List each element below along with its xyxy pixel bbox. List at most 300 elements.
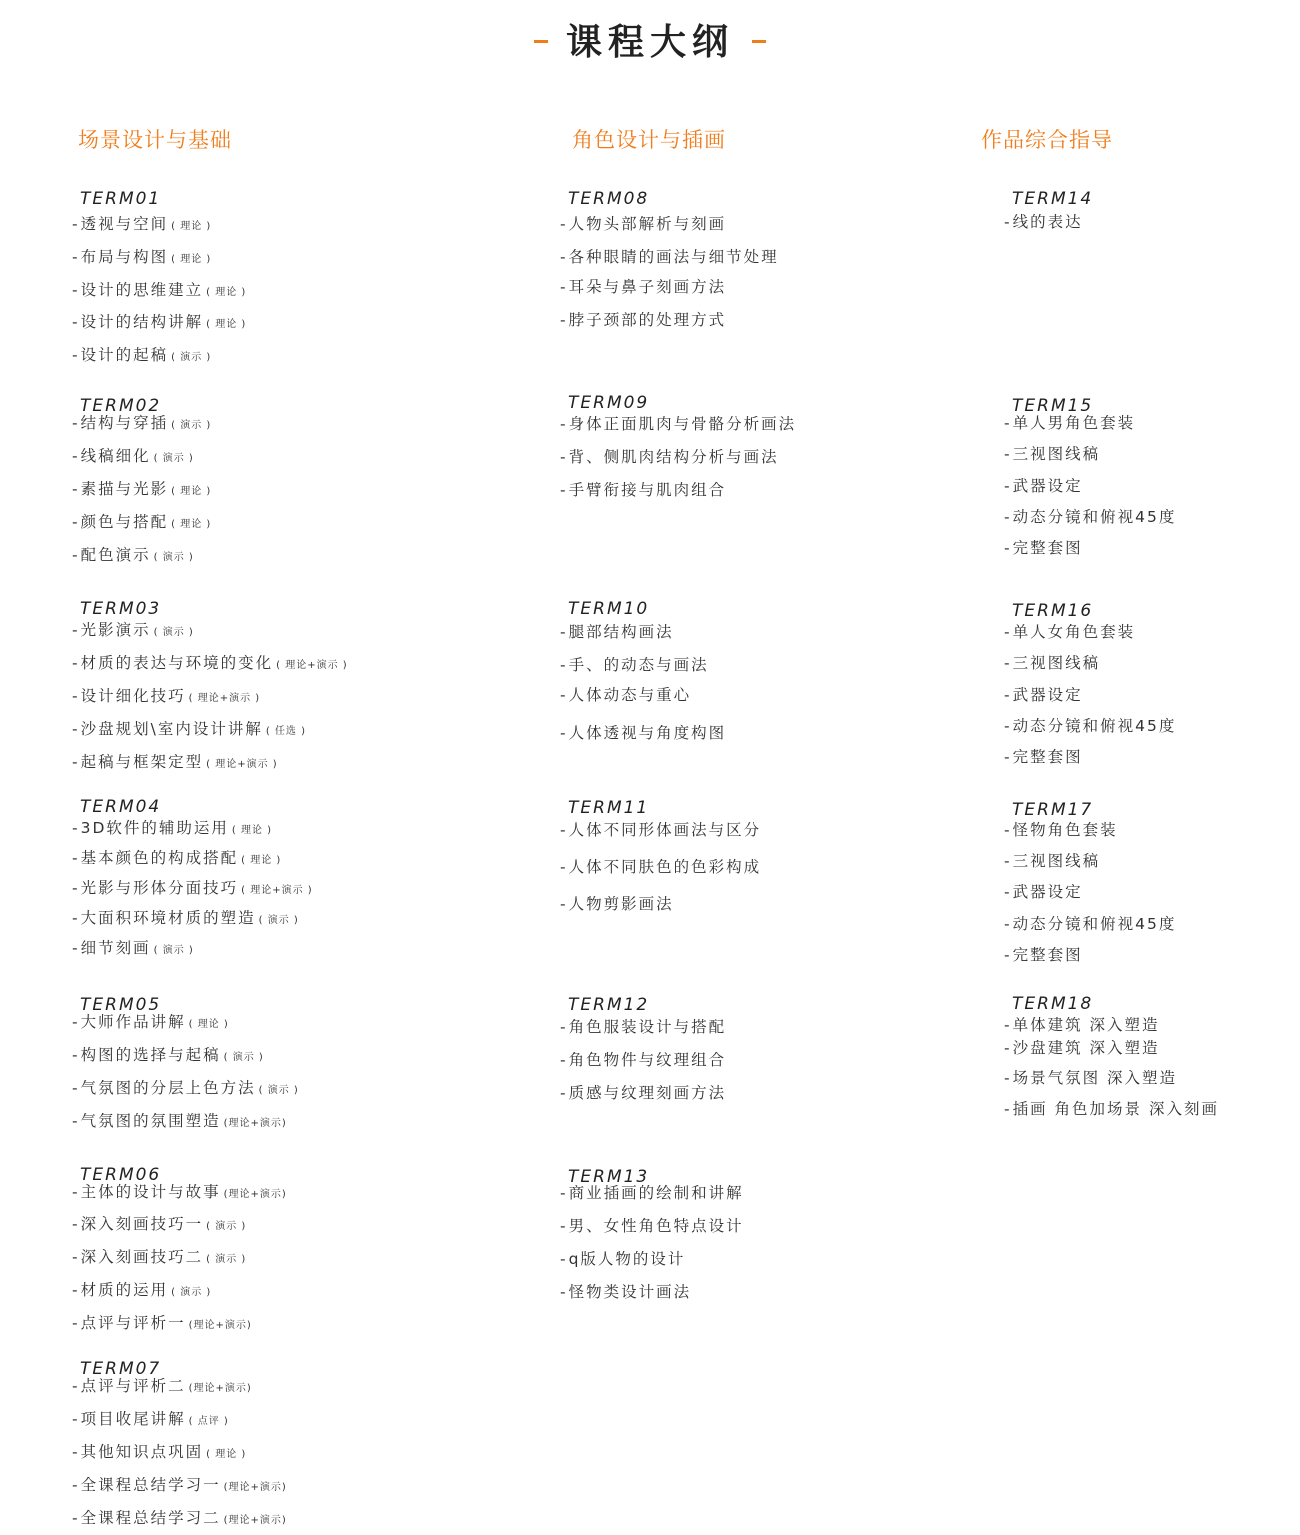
item-note: ( 演示 ): [171, 420, 212, 431]
item-text: 耳朵与鼻子刻画方法: [568, 278, 727, 296]
item-text: 主体的设计与故事: [80, 1183, 221, 1201]
term-code: TERM18: [1012, 994, 1094, 1014]
item-note: ( 理论 ): [206, 287, 247, 298]
term-code: TERM08: [568, 189, 650, 209]
item-dash: -: [560, 1084, 568, 1102]
item-text: 颜色与搭配: [80, 513, 169, 531]
item-dash: -: [1004, 717, 1012, 735]
item-dash: -: [1004, 1100, 1012, 1118]
list-item: [560, 247, 779, 267]
term-code: TERM11: [568, 798, 650, 818]
item-text: 人体动态与重心: [568, 686, 692, 704]
term-block: [72, 796, 313, 957]
item-note: ( 理论+演示 ): [276, 660, 348, 671]
list-item: [560, 310, 726, 330]
item-dash: -: [560, 1184, 568, 1202]
list-item: [1004, 1015, 1160, 1035]
item-dash: -: [560, 1283, 568, 1301]
item-text: 3D软件的辅助运用: [80, 819, 229, 837]
item-text: 设计的思维建立: [80, 281, 204, 299]
item-dash: -: [560, 1051, 568, 1069]
item-dash: -: [560, 448, 568, 466]
item-text: 完整套图: [1012, 946, 1083, 964]
item-dash: -: [560, 686, 568, 704]
item-dash: -: [72, 1046, 80, 1064]
term-block: [560, 994, 727, 1102]
item-note: ( 理论 ): [188, 1019, 229, 1030]
list-item: [1004, 716, 1176, 736]
list-item: [72, 686, 260, 709]
item-note: ( 演示 ): [153, 552, 194, 563]
item-text: 男、女性角色特点设计: [568, 1217, 744, 1235]
item-dash: -: [1004, 883, 1012, 901]
title-dash-right: [752, 40, 766, 43]
list-item: [560, 214, 726, 234]
list-item: [560, 1216, 744, 1236]
item-dash: -: [560, 248, 568, 266]
term-block: [560, 1166, 744, 1301]
item-text: 气氛图的分层上色方法: [80, 1079, 256, 1097]
item-note: (理论+演示): [223, 1482, 287, 1493]
item-text: 三视图线稿: [1012, 445, 1101, 463]
item-note: ( 演示 ): [171, 1287, 212, 1298]
page-title-text: 课程大纲: [565, 22, 734, 63]
list-item: [560, 655, 709, 675]
item-text: 单人女角色套装: [1012, 623, 1136, 641]
list-item: [72, 848, 281, 871]
item-dash: -: [72, 248, 80, 266]
list-item: [560, 1050, 726, 1070]
item-dash: -: [72, 1215, 80, 1233]
term-code: TERM03: [80, 599, 162, 619]
item-text: 起稿与框架定型: [80, 753, 204, 771]
list-item: [560, 723, 726, 743]
item-dash: -: [560, 1217, 568, 1235]
list-item: [72, 1111, 287, 1134]
item-text: 单体建筑 深入塑造: [1012, 1016, 1160, 1034]
list-item: [1004, 622, 1135, 642]
term-block: [1004, 188, 1094, 231]
item-dash: -: [1004, 946, 1012, 964]
term-code: TERM01: [80, 189, 162, 209]
list-item: [560, 1249, 685, 1269]
item-text: 材质的运用: [80, 1281, 169, 1299]
column-title: 场景设计与基础: [78, 128, 232, 152]
item-text: 完整套图: [1012, 748, 1083, 766]
list-item: [1004, 945, 1083, 965]
item-dash: -: [560, 415, 568, 433]
item-note: ( 任选 ): [265, 726, 306, 737]
list-item: [72, 1508, 287, 1531]
item-text: 配色演示: [80, 546, 151, 564]
item-dash: -: [560, 821, 568, 839]
term-code: TERM12: [568, 995, 650, 1015]
term-block: [1004, 600, 1177, 766]
item-note: ( 演示 ): [206, 1221, 247, 1232]
item-dash: -: [72, 313, 80, 331]
list-item: [72, 413, 211, 436]
term-code: TERM10: [568, 599, 650, 619]
list-item: [72, 345, 211, 368]
item-text: 人物头部解析与刻画: [568, 215, 727, 233]
item-text: 商业插画的绘制和讲解: [568, 1184, 744, 1202]
list-item: [1004, 212, 1083, 232]
item-note: ( 演示 ): [171, 352, 212, 363]
term-block: [72, 994, 299, 1130]
list-item: [1004, 538, 1083, 558]
item-text: 透视与空间: [80, 215, 169, 233]
item-text: 怪物角色套装: [1012, 821, 1118, 839]
item-dash: -: [72, 447, 80, 465]
item-text: 项目收尾讲解: [80, 1410, 186, 1428]
item-dash: -: [560, 481, 568, 499]
item-text: 人体透视与角度构图: [568, 724, 727, 742]
item-text: 角色物件与纹理组合: [568, 1051, 727, 1069]
item-dash: -: [72, 1281, 80, 1299]
item-text: 大面积环境材质的塑造: [80, 909, 256, 927]
item-dash: -: [1004, 539, 1012, 557]
term-block: [560, 797, 762, 913]
item-text: 完整套图: [1012, 539, 1083, 557]
list-item: [1004, 1099, 1219, 1119]
item-text: 单人男角色套装: [1012, 414, 1136, 432]
item-dash: -: [72, 215, 80, 233]
item-note: ( 演示 ): [206, 1254, 247, 1265]
item-dash: -: [72, 1377, 80, 1395]
item-dash: -: [1004, 414, 1012, 432]
item-dash: -: [560, 1018, 568, 1036]
item-note: (理论+演示): [223, 1189, 287, 1200]
item-text: 线的表达: [1012, 213, 1083, 231]
list-item: [72, 1045, 264, 1068]
item-dash: -: [560, 895, 568, 913]
list-item: [72, 214, 211, 237]
list-item: [560, 1282, 691, 1302]
item-dash: -: [72, 1248, 80, 1266]
item-note: ( 演示 ): [153, 453, 194, 464]
item-note: ( 理论+演示 ): [206, 759, 278, 770]
column-title: 角色设计与插画: [572, 128, 726, 152]
term-block: [560, 392, 797, 499]
item-text: 光影演示: [80, 621, 151, 639]
item-dash: -: [1004, 748, 1012, 766]
item-text: 深入刻画技巧一: [80, 1215, 204, 1233]
item-dash: -: [72, 1183, 80, 1201]
item-text: 细节刻画: [80, 939, 151, 957]
item-dash: -: [1004, 213, 1012, 231]
item-dash: -: [1004, 852, 1012, 870]
item-text: 场景气氛图 深入塑造: [1012, 1069, 1178, 1087]
item-note: (理论+演示): [223, 1515, 287, 1526]
item-dash: -: [1004, 1069, 1012, 1087]
item-note: ( 理论 ): [171, 254, 212, 265]
item-text: 线稿细化: [80, 447, 151, 465]
list-item: [72, 620, 194, 643]
term-code: TERM09: [568, 393, 650, 413]
list-item: [72, 1475, 287, 1498]
list-item: [1004, 476, 1083, 496]
item-note: ( 理论+演示 ): [241, 885, 313, 896]
item-text: 动态分镜和俯视45度: [1012, 717, 1177, 735]
list-item: [72, 446, 194, 469]
term-block: [1004, 395, 1177, 557]
list-item: [72, 908, 299, 931]
term-code: TERM17: [1012, 800, 1094, 820]
item-dash: -: [560, 278, 568, 296]
item-text: 武器设定: [1012, 883, 1083, 901]
item-text: 手、的动态与画法: [568, 656, 709, 674]
item-dash: -: [72, 546, 80, 564]
term-code: TERM06: [80, 1165, 162, 1185]
list-item: [560, 820, 761, 840]
item-text: 身体正面肌肉与骨骼分析画法: [568, 415, 797, 433]
list-item: [1004, 747, 1083, 767]
list-item: [560, 414, 796, 434]
item-dash: -: [1004, 654, 1012, 672]
item-dash: -: [560, 1250, 568, 1268]
item-note: ( 理论 ): [231, 825, 273, 836]
item-dash: -: [72, 819, 80, 837]
item-text: 武器设定: [1012, 477, 1083, 495]
term-block: [72, 395, 212, 564]
item-note: ( 理论 ): [171, 221, 212, 232]
item-dash: -: [1004, 686, 1012, 704]
item-dash: -: [72, 1443, 80, 1461]
column-title: 作品综合指导: [981, 128, 1113, 152]
item-note: ( 演示 ): [258, 1085, 299, 1096]
item-note: ( 点评 ): [188, 1416, 229, 1427]
item-note: ( 理论 ): [241, 855, 282, 866]
list-item: [1004, 1068, 1177, 1088]
term-block: [72, 1358, 287, 1527]
item-dash: -: [560, 858, 568, 876]
list-item: [72, 878, 313, 901]
item-text: 插画 角色加场景 深入刻画: [1012, 1100, 1219, 1118]
term-block: [72, 598, 348, 771]
item-text: 武器设定: [1012, 686, 1083, 704]
item-text: 各种眼睛的画法与细节处理: [568, 248, 779, 266]
list-item: [72, 1442, 246, 1465]
item-text: 结构与穿插: [80, 414, 169, 432]
list-item: [1004, 851, 1100, 871]
item-text: 设计细化技巧: [80, 687, 186, 705]
list-item: [72, 1313, 252, 1336]
list-item: [1004, 507, 1176, 527]
item-text: 其他知识点巩固: [80, 1443, 204, 1461]
list-item: [72, 1078, 299, 1101]
item-dash: -: [72, 1112, 80, 1130]
term-block: [72, 188, 247, 364]
item-dash: -: [560, 656, 568, 674]
item-dash: -: [560, 215, 568, 233]
item-text: 三视图线稿: [1012, 852, 1101, 870]
item-text: 深入刻画技巧二: [80, 1248, 204, 1266]
item-text: 全课程总结学习二: [80, 1509, 221, 1527]
list-item: [72, 479, 211, 502]
item-dash: -: [1004, 1039, 1012, 1057]
item-dash: -: [1004, 445, 1012, 463]
item-dash: -: [1004, 1016, 1012, 1034]
item-dash: -: [72, 687, 80, 705]
item-dash: -: [72, 1509, 80, 1527]
item-text: 质感与纹理刻画方法: [568, 1084, 727, 1102]
item-text: 大师作品讲解: [80, 1013, 186, 1031]
list-item: [1004, 820, 1118, 840]
item-dash: -: [72, 720, 80, 738]
list-item: [1004, 882, 1083, 902]
item-dash: -: [1004, 508, 1012, 526]
item-note: ( 理论 ): [206, 1449, 247, 1460]
term-code: TERM04: [80, 797, 162, 817]
title-dash-left: [534, 40, 548, 43]
list-item: [72, 280, 246, 303]
item-text: 腿部结构画法: [568, 623, 674, 641]
item-text: 设计的起稿: [80, 346, 169, 364]
item-dash: -: [560, 623, 568, 641]
item-text: 素描与光影: [80, 480, 169, 498]
term-code: TERM13: [568, 1167, 650, 1187]
item-text: 基本颜色的构成搭配: [80, 849, 239, 867]
item-text: 怪物类设计画法: [568, 1283, 692, 1301]
item-dash: -: [1004, 623, 1012, 641]
item-text: 手臂衔接与肌肉组合: [568, 481, 727, 499]
list-item: [1004, 914, 1176, 934]
item-dash: -: [72, 1079, 80, 1097]
item-text: 点评与评析二: [80, 1377, 186, 1395]
list-item: [72, 1280, 211, 1303]
list-item: [1004, 444, 1100, 464]
item-text: 点评与评析一: [80, 1314, 186, 1332]
item-dash: -: [72, 414, 80, 432]
term-code: TERM16: [1012, 601, 1094, 621]
list-item: [560, 1083, 726, 1103]
item-note: (理论+演示): [188, 1383, 252, 1394]
page-title: [0, 14, 1300, 65]
item-dash: -: [1004, 821, 1012, 839]
list-item: [72, 818, 272, 841]
item-note: ( 演示 ): [258, 915, 299, 926]
list-item: [72, 1247, 246, 1270]
list-item: [72, 247, 211, 270]
item-dash: -: [72, 480, 80, 498]
item-dash: -: [72, 939, 80, 957]
list-item: [560, 480, 726, 500]
list-item: [560, 894, 674, 914]
item-note: ( 演示 ): [153, 945, 194, 956]
term-code: TERM14: [1012, 189, 1094, 209]
term-block: [1004, 993, 1219, 1118]
item-text: 沙盘建筑 深入塑造: [1012, 1039, 1160, 1057]
item-dash: -: [72, 879, 80, 897]
item-text: 脖子颈部的处理方式: [568, 311, 727, 329]
item-dash: -: [72, 1410, 80, 1428]
list-item: [72, 1409, 229, 1432]
item-dash: -: [72, 909, 80, 927]
item-text: 全课程总结学习一: [80, 1476, 221, 1494]
list-item: [72, 653, 348, 676]
item-text: 人体不同肤色的色彩构成: [568, 858, 762, 876]
item-note: ( 演示 ): [153, 627, 194, 638]
list-item: [1004, 413, 1135, 433]
item-dash: -: [560, 724, 568, 742]
item-dash: -: [560, 311, 568, 329]
list-item: [72, 1012, 229, 1035]
list-item: [72, 512, 211, 535]
list-item: [72, 312, 246, 335]
list-item: [72, 1214, 246, 1237]
item-text: 光影与形体分面技巧: [80, 879, 239, 897]
item-dash: -: [72, 346, 80, 364]
item-dash: -: [72, 654, 80, 672]
item-text: 布局与构图: [80, 248, 169, 266]
item-text: 构图的选择与起稿: [80, 1046, 221, 1064]
item-text: 材质的表达与环境的变化: [80, 654, 274, 672]
list-item: [72, 752, 278, 775]
item-note: ( 理论 ): [171, 486, 212, 497]
term-code: TERM07: [80, 1359, 162, 1379]
item-text: 气氛图的氛围塑造: [80, 1112, 221, 1130]
term-block: [72, 1164, 287, 1332]
list-item: [1004, 1038, 1160, 1058]
item-note: ( 演示 ): [223, 1052, 264, 1063]
item-text: 三视图线稿: [1012, 654, 1101, 672]
list-item: [72, 1376, 252, 1399]
term-block: [560, 188, 779, 329]
list-item: [72, 1182, 287, 1205]
list-item: [1004, 653, 1100, 673]
item-text: 动态分镜和俯视45度: [1012, 915, 1177, 933]
list-item: [560, 1183, 744, 1203]
term-block: [1004, 799, 1177, 964]
list-item: [560, 857, 761, 877]
list-item: [560, 447, 779, 467]
item-note: (理论+演示): [223, 1118, 287, 1129]
list-item: [560, 622, 674, 642]
item-dash: -: [72, 1013, 80, 1031]
item-text: 人体不同形体画法与区分: [568, 821, 762, 839]
item-dash: -: [72, 849, 80, 867]
item-dash: -: [72, 281, 80, 299]
item-text: 动态分镜和俯视45度: [1012, 508, 1177, 526]
item-note: (理论+演示): [188, 1320, 252, 1331]
item-note: ( 理论 ): [206, 319, 247, 330]
item-text: 人物剪影画法: [568, 895, 674, 913]
item-dash: -: [1004, 915, 1012, 933]
term-block: [560, 598, 727, 742]
item-dash: -: [72, 513, 80, 531]
list-item: [560, 277, 726, 297]
item-dash: -: [72, 621, 80, 639]
item-text: 沙盘规划\室内设计讲解: [80, 720, 263, 738]
list-item: [560, 685, 691, 705]
term-code: TERM02: [80, 396, 162, 416]
term-code: TERM05: [80, 995, 162, 1015]
list-item: [1004, 685, 1083, 705]
item-dash: -: [72, 753, 80, 771]
item-note: ( 理论 ): [171, 519, 212, 530]
list-item: [72, 938, 194, 961]
item-text: 背、侧肌肉结构分析与画法: [568, 448, 779, 466]
item-text: 设计的结构讲解: [80, 313, 204, 331]
item-dash: -: [72, 1476, 80, 1494]
item-note: ( 理论+演示 ): [188, 693, 261, 704]
item-dash: -: [1004, 477, 1012, 495]
item-dash: -: [72, 1314, 80, 1332]
item-text: 角色服装设计与搭配: [568, 1018, 727, 1036]
item-text: q版人物的设计: [568, 1250, 686, 1268]
list-item: [72, 719, 306, 742]
list-item: [560, 1017, 726, 1037]
